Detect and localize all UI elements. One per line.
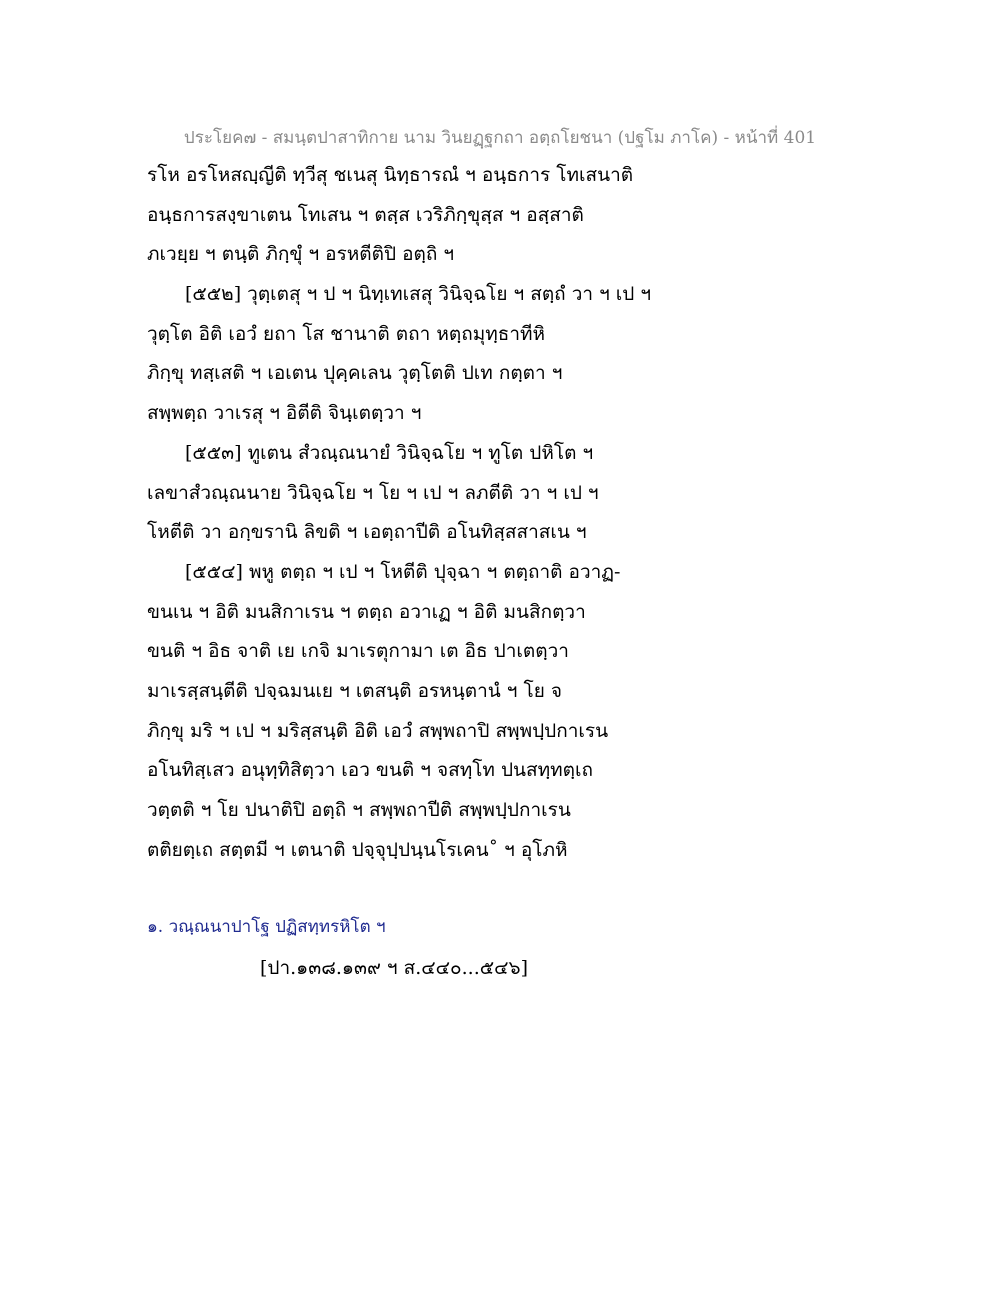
body-text — [147, 156, 867, 870]
footnote: ๑. วณฺณนาปาโฐ ปฏิสทฺทรหิโต ฯ — [147, 917, 386, 937]
text-line: ขนติ ฯ อิธ จาติ เย เกจิ มาเรตุกามา เต อิธ ปาเตตฺวา — [147, 640, 569, 663]
text-line: รโห อรโหสญฺญีติ ทฺวีสุ ชเนสุ นิทฺธารณํ ฯ อนฺธการ โทเสนาติ — [147, 164, 634, 186]
text-line: [๕๕๒] วุตฺเตสุ ฯ ป ฯ นิทฺเทเสสุ วินิจฺฉโย ฯ สตฺถํ วา ฯ เป ฯ — [185, 283, 652, 306]
text-line: ภเวยฺย ฯ ตนฺติ ภิกฺขุํ ฯ อรหตีติปิ อตฺถิ ฯ — [147, 243, 455, 266]
text-line: มาเรสฺสนฺตีติ ปจฺฉมนเย ฯ เตสนฺติ อรหนฺตานํ ฯ โย จ — [147, 679, 562, 702]
text-line: [๕๕๔] พหู ตตฺถ ฯ เป ฯ โหตีติ ปุจฺฉา ฯ ตตฺถาติ อวาฏ- — [185, 560, 621, 583]
text-line: สพฺพตฺถ วาเรสุ ฯ อิตีติ จินฺเตตฺวา ฯ — [147, 402, 422, 425]
text-line: โหตีติ วา อกฺขรานิ ลิขติ ฯ เอตฺถาปีติ อโนทิสฺสสาสเน ฯ — [147, 521, 587, 544]
running-header: ประโยค๗ - สมนฺตปาสาทิกาย นาม วินยฏฺฐกถา อตฺถโยชนา (ปฐโม ภาโค) - หน้าที่ 401 — [183, 128, 817, 148]
text-line: ภิกฺขุ ทสฺเสติ ฯ เอเตน ปุคฺคเลน วุตฺโตติ ปเท กตฺตา ฯ — [147, 362, 563, 385]
text-line: เลขาสํวณฺณนาย วินิจฺฉโย ฯ โย ฯ เป ฯ ลภตีติ วา ฯ เป ฯ — [147, 481, 599, 504]
text-line: [๕๕๓] ทูเตน สํวณฺณนายํ วินิจฺฉโย ฯ ทูโต ปหิโต ฯ — [185, 441, 594, 464]
text-line: อนฺธการสงฺขาเตน โทเสน ฯ ตสฺส เวริภิกฺขุสฺส ฯ อสฺสาติ — [147, 203, 584, 226]
page-reference: [ปา.๑๓๘.๑๓๙ ฯ ส.๔๔๐...๕๔๖] — [260, 957, 528, 979]
text-line: วุตฺโต อิติ เอวํ ยถา โส ชานาติ ตถา หตฺถมุทฺธาทีหิ — [147, 322, 546, 345]
text-line: ภิกฺขุ มริ ฯ เป ฯ มริสฺสนฺติ อิติ เอวํ สพฺพถาปิ สพฺพปฺปกาเรน — [147, 719, 609, 742]
text-line: อโนทิสฺเสว อนุทฺทิสิตฺวา เอว ขนติ ฯ จสทฺโท ปนสทฺทตฺเถ — [147, 759, 594, 782]
text-line: ขนเน ฯ อิติ มนสิกาเรน ฯ ตตฺถ อวาเฏ ฯ อิติ มนสิกตฺวา — [147, 600, 586, 623]
text-line: ตติยตฺเถ สตฺตมี ฯ เตนาติ ปจฺจุปฺปนฺนโรเคน˚ ฯ อุโภหิ — [147, 838, 568, 861]
text-line: วตฺตติ ฯ โย ปนาติปิ อตฺถิ ฯ สพฺพถาปีติ สพฺพปฺปกาเรน — [147, 799, 571, 821]
